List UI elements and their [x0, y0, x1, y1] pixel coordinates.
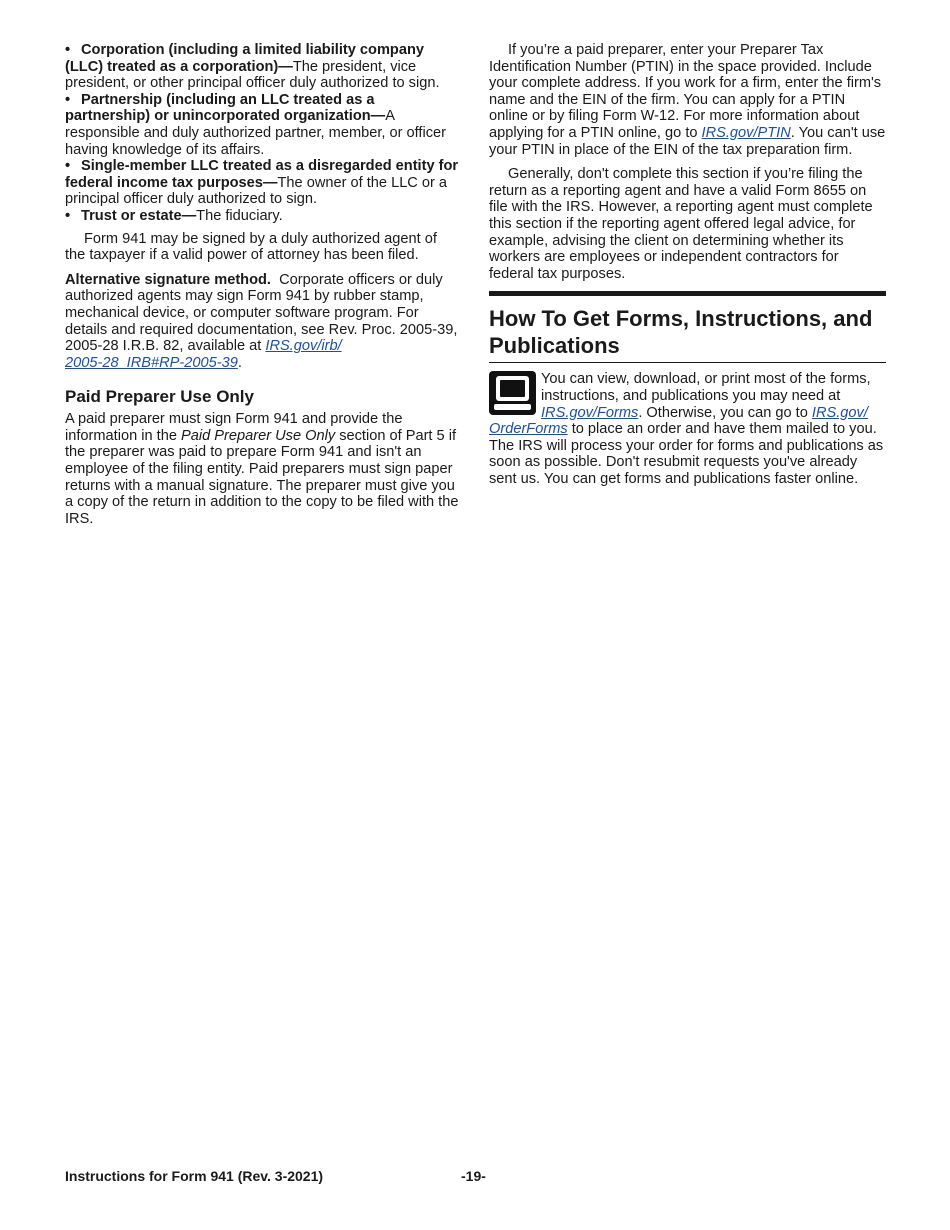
left-column [65, 42, 460, 527]
right-column [489, 42, 886, 487]
alternative-signature-heading: Alternative signature method. [65, 271, 271, 288]
bullet-dot: • [65, 91, 71, 108]
reporting-agent-paragraph: Generally, don't complete this section if you’re filing the return as a reporting agent and have a valid Form 8655 on file with the IRS. However, a reporting agent must complete this section if the reporting agent offered legal advice, for example, advising the client on determining whether its workers are employees or independent contractors for federal tax purposes. [489, 166, 873, 282]
order-forms-link[interactable]: IRS.gov/ OrderForms [489, 404, 868, 438]
ptin-paragraph: If you’re a paid preparer, enter your Preparer Tax Identification Number (PTIN) in the space provided. Include your complete address. If you work for a firm, enter the firm's name and the EIN of the firm. You can apply for a PTIN online or by filing Form W-12. For more information about applying for a PTIN online, go to IRS.gov/PTIN. You can't use your PTIN in place of the EIN of the tax preparation firm. [489, 42, 886, 158]
bullet-single-member-llc [65, 158, 460, 208]
computer-icon [489, 371, 537, 415]
section-rule-thin [489, 362, 886, 363]
section-rule-thick [489, 291, 886, 296]
paid-preparer-heading: Paid Preparer Use Only [65, 387, 254, 407]
bullet-text: The fiduciary. [196, 207, 283, 224]
bullet-dot: • [65, 207, 71, 224]
bullet-text: A responsible and duly authorized partner, member, or officer having knowledge of its affairs. [65, 108, 447, 158]
bullet-text: The owner of the LLC or a principal officer duly authorized to sign. [65, 174, 448, 208]
page-number: -19- [461, 1168, 486, 1184]
section-heading: How To Get Forms, Instructions, and Publications [489, 306, 873, 359]
bullet-term: Trust or estate— [81, 207, 197, 224]
bullet-trust-estate [65, 208, 460, 225]
bullet-text: The president, vice president, or other principal officer duly authorized to sign. [65, 58, 440, 92]
alternative-signature-text: Corporate officers or duly authorized agents may sign Form 941 by rubber stamp, mechanical device, or computer software program. For details and required documentation, see Rev. Proc. 2005-39, 2005-28 I.R.B. 82, available at [65, 271, 458, 355]
bullet-dot: • [65, 42, 71, 58]
bullet-term: Corporation (including a limited liability company (LLC) treated as a corporation)— [65, 42, 424, 75]
irb-link[interactable]: IRS.gov/irb/ 2005-28_IRB#RP-2005-39 [65, 338, 342, 371]
agent-signature-paragraph: Form 941 may be signed by a duly authorized agent of the taxpayer if a valid power of attorney has been filed. [65, 230, 437, 264]
paid-preparer-italic: Paid Preparer Use Only [181, 427, 336, 444]
bullet-term: Partnership (including an LLC treated as a partnership) or unincorporated organization— [65, 91, 386, 125]
bullet-partnership [65, 92, 460, 158]
paid-preparer-paragraph: A paid preparer must sign Form 941 and provide the information in the Paid Preparer Use Only section of Part 5 if the preparer was paid to prepare Form 941 and isn't an employee of the filing entity. Paid preparers must sign paper returns with a manual signature. The preparer must give you a copy of the return in addition to the copy to be filed with the IRS. [65, 411, 459, 527]
bullet-dot: • [65, 158, 71, 175]
forms-paragraph: You can view, download, or print most of the forms, instructions, and publications you may need at IRS.gov/Forms. Otherwise, you can go to IRS.gov/ OrderForms to place an order and have them mailed to you. The IRS will process your order for forms and publications as soon as possible. Don't resubmit requests you've already sent us. You can get forms and publications faster online. [489, 371, 884, 487]
ptin-link[interactable]: IRS.gov/PTIN [701, 124, 791, 141]
alternative-signature-paragraph: Alternative signature method. Corporate officers or duly authorized agents may sign Form 941 by rubber stamp, mechanical device, or computer software program. For details and required documentation, see Rev. Proc. 2005-39, 2005-28 I.R.B. 82, available at IRS.gov/irb/ 2005-28_IRB#RP-2005-39. [65, 271, 458, 371]
bullet-corporation [65, 42, 460, 92]
bullet-term: Single-member LLC treated as a disregarded entity for federal income tax purposes— [65, 158, 459, 191]
irs-forms-link[interactable]: IRS.gov/Forms [541, 404, 639, 421]
footer-form-title: Instructions for Form 941 (Rev. 3-2021) [65, 1168, 324, 1184]
